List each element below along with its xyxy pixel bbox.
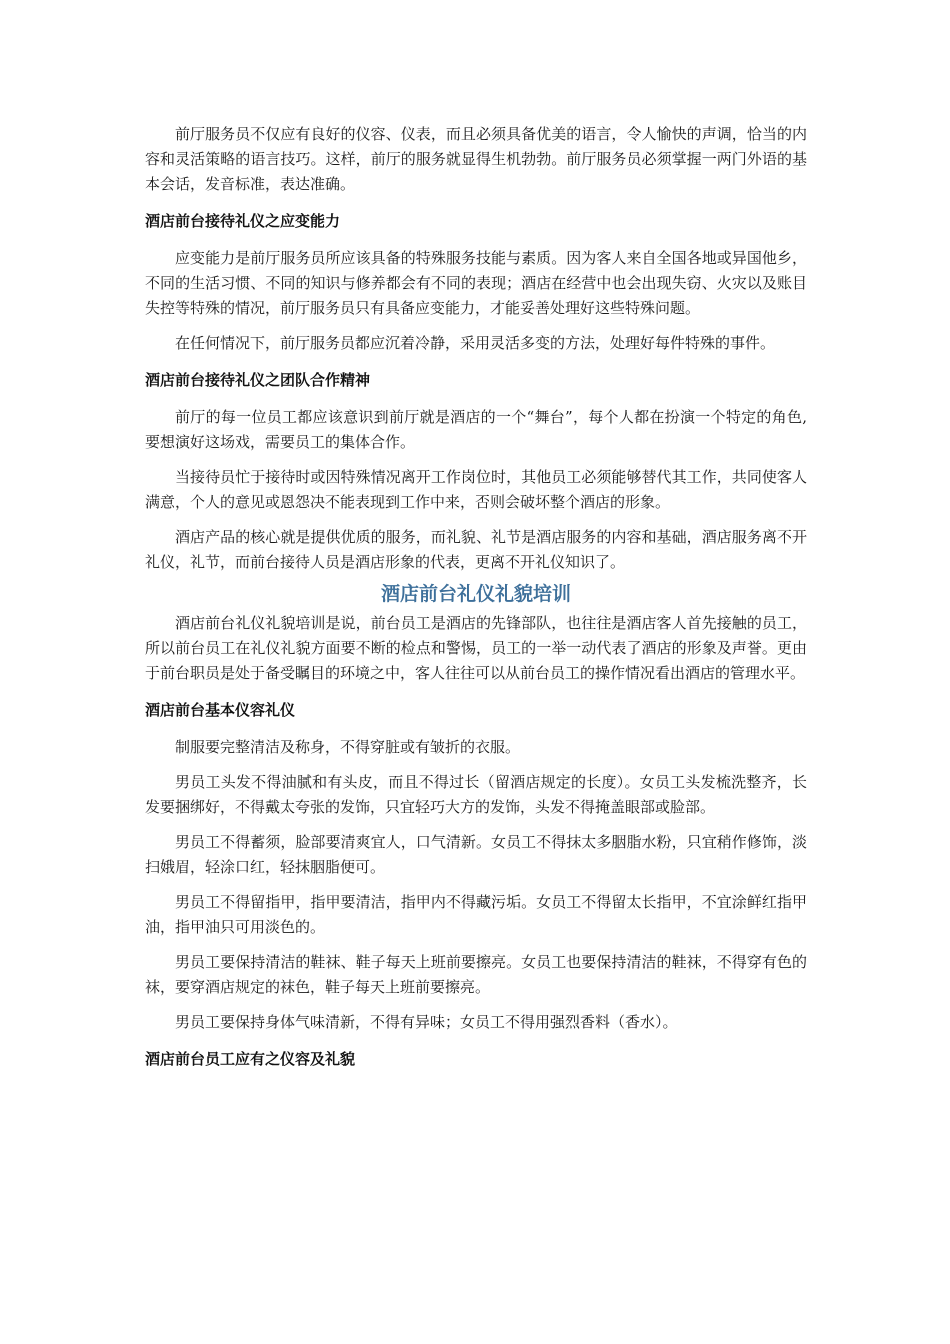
paragraph: 前厅服务员不仅应有良好的仪容、仪表，而且必须具备优美的语言，令人愉快的声调，恰当的内容和灵活策略的语言技巧。这样，前厅的服务就显得生机勃勃。前厅服务员必须掌握一两门外语的基本会话，发音标准，表达准确。 [145,125,807,193]
paragraph: 在任何情况下，前厅服务员都应沉着冷静，采用灵活多变的方法，处理好每件特殊的事件。 [175,334,776,352]
section-heading: 酒店前台员工应有之仪容及礼貌 [145,1050,356,1068]
document-page [145,122,807,1072]
paragraph: 男员工要保持清洁的鞋袜、鞋子每天上班前要擦亮。女员工也要保持清洁的鞋袜，不得穿有色的袜，要穿酒店规定的袜色，鞋子每天上班前要擦亮。 [145,953,807,996]
section-heading: 酒店前台基本仪容礼仪 [145,701,296,719]
paragraph: 男员工要保持身体气味清新，不得有异味；女员工不得用强烈香料（香水）。 [175,1013,678,1031]
paragraph: 酒店产品的核心就是提供优质的服务，而礼貌、礼节是酒店服务的内容和基础，酒店服务离不开礼仪，礼节，而前台接待人员是酒店形象的代表，更离不开礼仪知识了。 [145,528,807,571]
paragraph: 前厅的每一位员工都应该意识到前厅就是酒店的一个“舞台”，每个人都在扮演一个特定的角色,要想演好这场戏，需要员工的集体合作。 [145,408,807,451]
paragraph: 应变能力是前厅服务员所应该具备的特殊服务技能与素质。因为客人来自全国各地或异国他乡，不同的生活习惯、不同的知识与修养都会有不同的表现；酒店在经营中也会出现失窃、火灾以及账目失控等特殊的情况，前厅服务员只有具备应变能力，才能妥善处理好这些特殊问题。 [145,249,807,317]
section-heading: 酒店前台接待礼仪之应变能力 [145,212,341,230]
paragraph: 当接待员忙于接待时或因特殊情况离开工作岗位时，其他员工必须能够替代其工作，共同使客人满意，个人的意见或恩怨决不能表现到工作中来，否则会破坏整个酒店的形象。 [145,468,807,511]
paragraph: 制服要完整清洁及称身，不得穿脏或有皱折的衣服。 [175,738,521,756]
paragraph: 男员工不得留指甲，指甲要清洁，指甲内不得藏污垢。女员工不得留太长指甲，不宜涂鲜红指甲油，指甲油只可用淡色的。 [145,893,807,936]
paragraph: 酒店前台礼仪礼貌培训是说，前台员工是酒店的先锋部队，也往往是酒店客人首先接触的员工，所以前台员工在礼仪礼貌方面要不断的检点和警惕，员工的一举一动代表了酒店的形象及声誉。更由于前台职员是处于备受瞩目的环境之中，客人往往可以从前台员工的操作情况看出酒店的管理水平。 [145,614,807,682]
paragraph: 男员工不得蓄须，脸部要清爽宜人，口气清新。女员工不得抹太多胭脂水粉，只宜稍作修饰，淡扫娥眉，轻涂口红，轻抹胭脂便可。 [145,833,807,876]
section-heading: 酒店前台接待礼仪之团队合作精神 [145,371,371,389]
document-title: 酒店前台礼仪礼貌培训 [380,583,571,605]
paragraph: 男员工头发不得油腻和有头皮，而且不得过长（留酒店规定的长度）。女员工头发梳洗整齐，长发要捆绑好，不得戴太夸张的发饰，只宜轻巧大方的发饰，头发不得掩盖眼部或脸部。 [145,773,807,816]
